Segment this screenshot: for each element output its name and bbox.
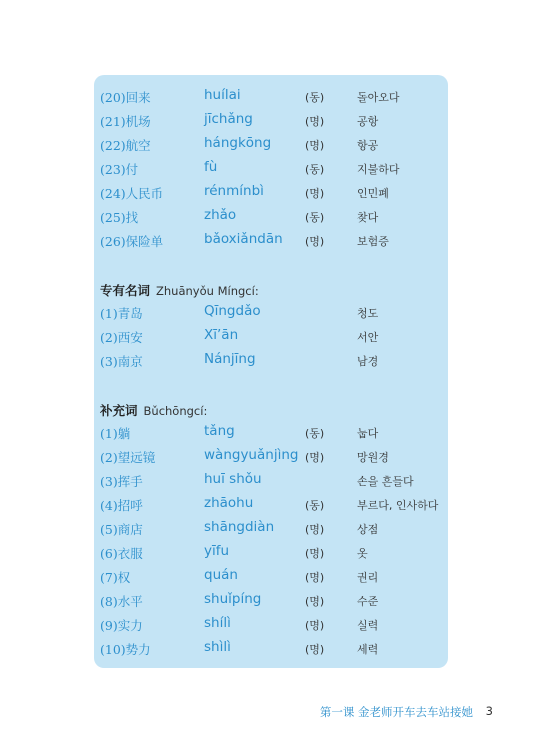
vocab-pinyin: shāngdiàn — [204, 519, 275, 535]
vocab-word: (2)望远镜 — [100, 450, 156, 465]
vocab-pos: (동) — [305, 163, 325, 176]
section-title: 补充词 — [100, 403, 138, 418]
page-number: 3 — [485, 704, 493, 718]
vocab-row — [94, 133, 448, 157]
vocab-pinyin: hángkōng — [204, 135, 272, 151]
vocab-pos: (동) — [305, 91, 325, 104]
vocab-korean: 실력 — [357, 619, 379, 632]
vocab-word: (5)商店 — [100, 522, 143, 537]
vocab-pinyin: yīfu — [204, 543, 230, 559]
vocab-row — [94, 157, 448, 181]
vocab-word: (3)挥手 — [100, 474, 143, 489]
vocab-pos: (명) — [305, 187, 325, 200]
vocab-pos: (명) — [305, 619, 325, 632]
vocab-korean: 부르다, 인사하다 — [357, 499, 439, 512]
vocab-pos: (동) — [305, 211, 325, 224]
page-footer — [0, 704, 541, 724]
vocab-word: (26)保险单 — [100, 234, 164, 249]
vocab-pinyin: tǎng — [204, 423, 235, 439]
vocab-word: (1)躺 — [100, 426, 131, 441]
vocab-korean: 권리 — [357, 571, 379, 584]
vocab-korean: 옷 — [357, 547, 368, 560]
vocab-korean: 청도 — [357, 307, 379, 320]
vocab-korean: 남경 — [357, 355, 379, 368]
vocab-korean: 인민폐 — [357, 187, 389, 200]
vocab-pinyin: huī shǒu — [204, 471, 262, 487]
vocab-word: (24)人民币 — [100, 186, 164, 201]
vocab-pinyin: Qīngdǎo — [204, 303, 261, 319]
vocab-korean: 손을 흔들다 — [357, 475, 414, 488]
vocab-row — [94, 565, 448, 589]
vocab-word: (23)付 — [100, 162, 139, 177]
vocab-korean: 보험증 — [357, 235, 389, 248]
vocab-pinyin: shìlì — [204, 639, 231, 655]
vocab-row — [94, 493, 448, 517]
vocab-row — [94, 637, 448, 661]
vocab-korean: 망원경 — [357, 451, 389, 464]
proper-nouns-heading — [100, 280, 259, 300]
vocab-row — [94, 469, 448, 493]
vocab-row — [94, 85, 448, 109]
vocab-korean: 항공 — [357, 139, 379, 152]
vocab-pos: (동) — [305, 499, 325, 512]
vocab-row — [94, 445, 448, 469]
vocab-word: (3)南京 — [100, 354, 143, 369]
vocab-row — [94, 517, 448, 541]
section-pinyin: Bǔchōngcí: — [143, 404, 208, 418]
vocab-pinyin: shílì — [204, 615, 231, 631]
vocab-pinyin: jīchǎng — [204, 111, 253, 127]
vocab-pinyin: Nánjīng — [204, 351, 256, 367]
vocab-korean: 지불하다 — [357, 163, 400, 176]
vocab-pos: (명) — [305, 595, 325, 608]
vocab-pos: (명) — [305, 643, 325, 656]
vocab-word: (9)实力 — [100, 618, 143, 633]
vocab-pinyin: Xī’ān — [204, 327, 239, 343]
vocab-row — [94, 109, 448, 133]
vocab-korean: 세력 — [357, 643, 379, 656]
vocab-word: (2)西安 — [100, 330, 143, 345]
vocab-row — [94, 301, 448, 325]
vocab-row — [94, 325, 448, 349]
vocab-row — [94, 229, 448, 253]
vocab-korean: 상점 — [357, 523, 379, 536]
vocab-word: (6)衣服 — [100, 546, 143, 561]
section-title: 专有名词 — [100, 283, 151, 298]
vocab-word: (21)机场 — [100, 114, 151, 129]
vocab-pinyin: wàngyuǎnjìng — [204, 447, 299, 463]
vocab-row — [94, 349, 448, 373]
vocab-korean: 눕다 — [357, 427, 379, 440]
vocab-pinyin: quán — [204, 567, 238, 583]
vocab-row — [94, 421, 448, 445]
vocab-word: (7)权 — [100, 570, 131, 585]
vocab-pinyin: fù — [204, 159, 218, 175]
vocab-pinyin: bǎoxiǎndān — [204, 231, 283, 247]
vocab-korean: 공항 — [357, 115, 379, 128]
vocab-word: (1)青岛 — [100, 306, 143, 321]
vocab-korean: 수준 — [357, 595, 379, 608]
vocab-pinyin: rénmínbì — [204, 183, 264, 199]
vocab-word: (10)势力 — [100, 642, 151, 657]
vocab-pinyin: shuǐpíng — [204, 591, 262, 607]
vocab-pinyin: zhāohu — [204, 495, 254, 511]
vocab-row — [94, 181, 448, 205]
vocab-pinyin: zhǎo — [204, 207, 237, 223]
vocab-row — [94, 541, 448, 565]
vocab-word: (4)招呼 — [100, 498, 143, 513]
vocab-pos: (명) — [305, 115, 325, 128]
supplementary-heading — [100, 400, 207, 420]
vocab-korean: 찾다 — [357, 211, 379, 224]
section-pinyin: Zhuānyǒu Míngcí: — [156, 284, 259, 298]
vocab-korean: 서안 — [357, 331, 379, 344]
vocab-word: (20)回来 — [100, 90, 151, 105]
vocab-word: (22)航空 — [100, 138, 151, 153]
vocab-pos: (명) — [305, 571, 325, 584]
vocab-pos: (명) — [305, 523, 325, 536]
vocab-pos: (동) — [305, 427, 325, 440]
vocab-pos: (명) — [305, 235, 325, 248]
vocab-row — [94, 613, 448, 637]
lesson-title: 第一课 金老师开车去车站接她 — [319, 705, 473, 719]
vocab-pos: (명) — [305, 451, 325, 464]
vocab-word: (8)水平 — [100, 594, 143, 609]
vocab-word: (25)找 — [100, 210, 139, 225]
vocab-pos: (명) — [305, 139, 325, 152]
vocab-korean: 돌아오다 — [357, 91, 400, 104]
vocab-pos: (명) — [305, 547, 325, 560]
vocab-row — [94, 205, 448, 229]
vocab-pinyin: huílai — [204, 87, 241, 103]
vocab-row — [94, 589, 448, 613]
